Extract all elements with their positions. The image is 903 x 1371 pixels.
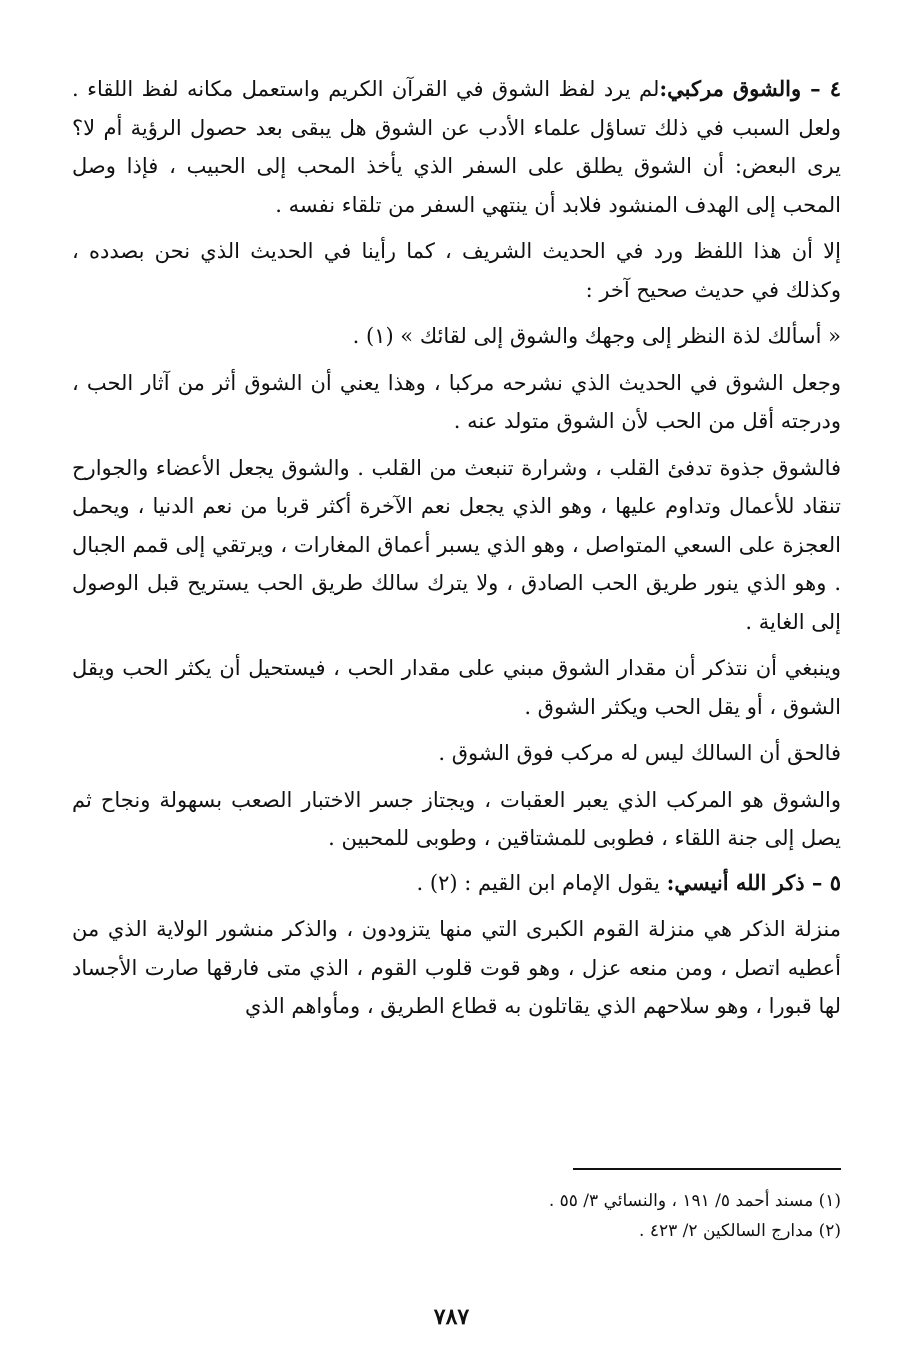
paragraph-text: لم يرد لفظ الشوق في القرآن الكريم واستعمل مكانه لفظ اللقاء . ولعل السبب في ذلك تساؤل علماء الأدب عن الشوق هل يبقى بعد حصول الرؤية أم لا؟ يرى البعض: أن الشوق يطلق على السفر الذي يأخذ المحب إلى الحبيب ، فإذا وصل المحب إلى الهدف المنشود فلابد أن ينتهي السفر من تلقاء نفسه . [72,77,841,217]
page-body [72,70,841,1034]
paragraph-4 [72,364,841,441]
paragraph-2 [72,232,841,309]
paragraph-10 [72,910,841,1026]
section-heading-5: ٥ – ذكر الله أنيسي: [666,869,841,895]
footnote-2: (٢) مدارج السالكين ٢/ ٤٢٣ . [639,1221,841,1241]
footnote-divider [573,1168,841,1170]
paragraph-text: وينبغي أن نتذكر أن مقدار الشوق مبني على مقدار الحب ، فيستحيل أن يكثر الحب ويقل الشوق ، أو يقل الحب ويكثر الشوق . [72,656,841,719]
paragraph-text: « أسألك لذة النظر إلى وجهك والشوق إلى لقائك » (١) . [352,324,841,348]
hadith-quote [72,317,841,356]
paragraph-1 [72,70,841,224]
paragraph-8 [72,781,841,858]
paragraph-text: يقول الإمام ابن القيم : (٢) . [416,870,667,895]
paragraph-6 [72,649,841,726]
page-number: ٧٨٧ [433,1304,470,1330]
paragraph-text: وجعل الشوق في الحديث الذي نشرحه مركبا ، وهذا يعني أن الشوق أثر من آثار الحب ، ودرجته أقل من الحب لأن الشوق متولد عنه . [72,370,841,433]
paragraph-9 [72,864,841,903]
footnote-1: (١) مسند أحمد ٥/ ١٩١ ، والنسائي ٣/ ٥٥ . [548,1191,841,1211]
paragraph-5 [72,449,841,642]
paragraph-text: منزلة الذكر هي منزلة القوم الكبرى التي منها يتزودون ، والذكر منشور الولاية الذي من أعطيه اتصل ، ومن منعه عزل ، وهو قوت قلوب القوم ، الذي متى فارقها صارت الأجساد لها قبورا ، وهو سلاحهم الذي يقاتلون به قطاع الطريق ، ومأواهم الذي [72,917,841,1018]
paragraph-text: والشوق هو المركب الذي يعبر العقبات ، ويجتاز جسر الاختبار الصعب بسهولة ونجاح ثم يصل إلى جنة اللقاء ، فطوبى للمشتاقين ، وطوبى للمحبين . [72,787,841,850]
paragraph-7 [72,734,841,773]
paragraph-text: فالحق أن السالك ليس له مركب فوق الشوق . [438,741,841,765]
paragraph-text: فالشوق جذوة تدفئ القلب ، وشرارة تنبعث من القلب . والشوق يجعل الأعضاء والجوارح تنقاد للأعمال وتداوم عليها ، وهو الذي يجعل نعم الآخرة أكثر قربا من نعم الدنيا ، ويحمل العجزة على السعي المتواصل ، وهو الذي يسبر أعماق المغارات ، ويرتقي إلى قمم الجبال . وهو الذي ينور طريق الحب الصادق ، ولا يترك سالك طريق الحب يستريح قبل الوصول إلى الغاية . [72,455,841,634]
section-heading-4: ٤ – والشوق مركبي: [659,76,841,101]
paragraph-text: إلا أن هذا اللفظ ورد في الحديث الشريف ، كما رأينا في الحديث الذي نحن بصدده ، وكذلك في حديث صحيح آخر : [72,239,841,302]
footnotes [72,1186,841,1246]
